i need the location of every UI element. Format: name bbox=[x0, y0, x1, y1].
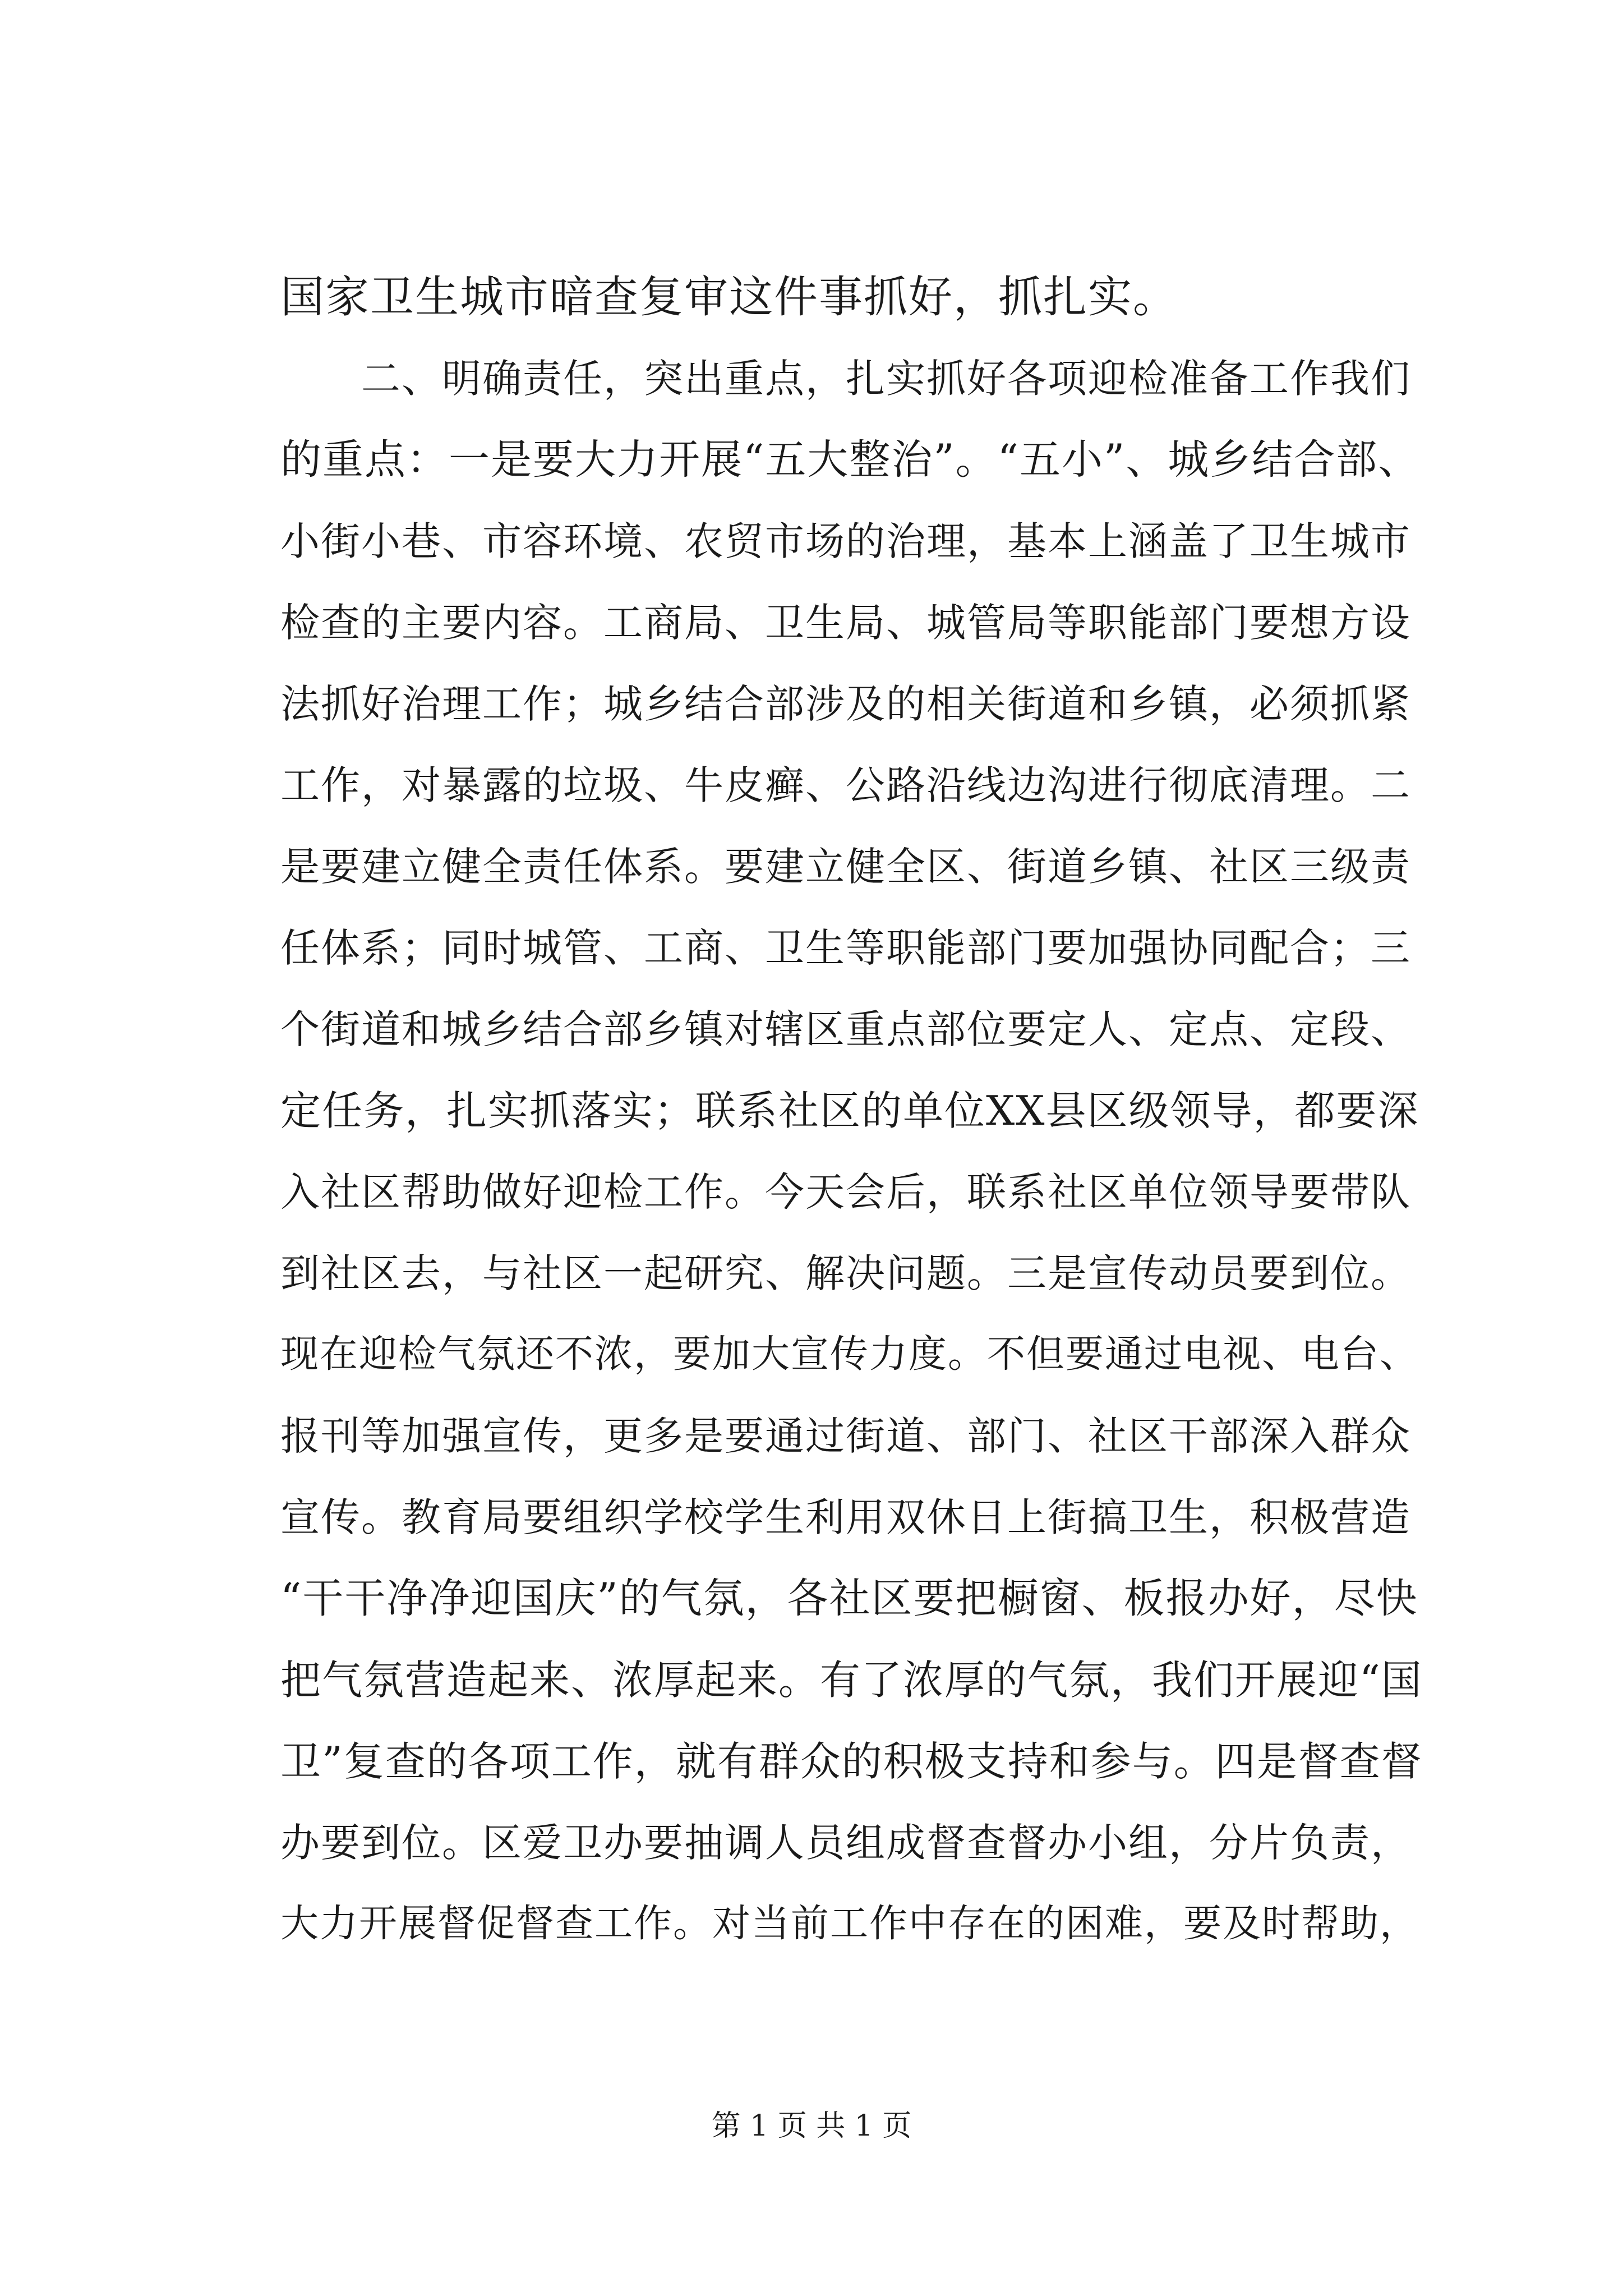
text-line: 卫”复查的各项工作，就有群众的积极支持和参与。四是督查督 bbox=[280, 1738, 1423, 1785]
text-line: 法抓好治理工作；城乡结合部涉及的相关街道和乡镇，必须抓紧 bbox=[280, 681, 1411, 727]
text-line: 任体系；同时城管、工商、卫生等职能部门要加强协同配合；三 bbox=[280, 925, 1411, 971]
text-line: 二、明确责任，突出重点，扎实抓好各项迎检准备工作我们 bbox=[280, 356, 1411, 402]
page-footer: 第 1 页 共 1 页 bbox=[711, 2109, 912, 2143]
text-line: 到社区去，与社区一起研究、解决问题。三是宣传动员要到位。 bbox=[280, 1250, 1411, 1296]
text-line: 现在迎检气氛还不浓，要加大宣传力度。不但要通过电视、电台、 bbox=[280, 1332, 1419, 1377]
text-line: 办要到位。区爱卫办要抽调人员组成督查督办小组，分片负责， bbox=[280, 1820, 1411, 1866]
text-line: 把气氛营造起来、浓厚起来。有了浓厚的气氛，我们开展迎“国 bbox=[280, 1657, 1423, 1704]
text-line: 宣传。教育局要组织学校学生利用双休日上街搞卫生，积极营造 bbox=[280, 1494, 1411, 1540]
text-line: 入社区帮助做好迎检工作。今天会后，联系社区单位领导要带队 bbox=[280, 1169, 1411, 1215]
text-line: 的重点：一是要大力开展“五大整治”。“五小”、城乡结合部、 bbox=[280, 436, 1421, 484]
text-line: 工作，对暴露的垃圾、牛皮癣、公路沿线边沟进行彻底清理。二 bbox=[280, 762, 1411, 808]
text-line: 检查的主要内容。工商局、卫生局、城管局等职能部门要想方设 bbox=[280, 600, 1411, 646]
text-line: 国家卫生城市暗查复审这件事抓好，抓扎实。 bbox=[280, 272, 1178, 323]
text-line: 个街道和城乡结合部乡镇对辖区重点部位要定人、定点、定段、 bbox=[280, 1006, 1411, 1052]
text-line: 报刊等加强宣传，更多是要通过街道、部门、社区干部深入群众 bbox=[280, 1413, 1411, 1459]
text-line: 大力开展督促督查工作。对当前工作中存在的困难，要及时帮助， bbox=[280, 1902, 1419, 1946]
text-line: 小街小巷、市容环境、农贸市场的治理，基本上涵盖了卫生城市 bbox=[280, 518, 1411, 564]
text-line: 定任务，扎实抓落实；联系社区的单位XX县区级领导，都要深 bbox=[280, 1087, 1419, 1134]
text-line: “干干净净迎国庆”的气氛，各社区要把橱窗、板报办好，尽快 bbox=[280, 1575, 1418, 1622]
text-line: 是要建立健全责任体系。要建立健全区、街道乡镇、社区三级责 bbox=[280, 844, 1411, 890]
